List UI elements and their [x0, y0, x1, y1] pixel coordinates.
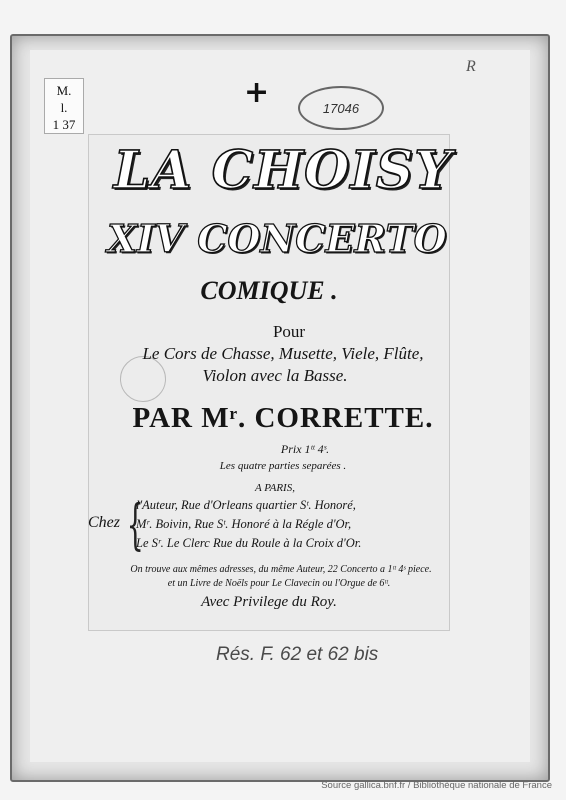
brace-symbol: { [126, 493, 144, 556]
library-stamp [298, 86, 384, 130]
shelf-mark-line1: M. [56, 83, 72, 98]
address-line-3: Le Sʳ. Le Clerc Rue du Roule à la Croix d'Or. [136, 536, 362, 550]
parts-line: Les quatre parties separées . [219, 460, 347, 472]
shelf-mark-line3: 1 37 [52, 117, 76, 132]
shelf-mark-line2: l. [60, 100, 68, 115]
price-line: Prix 1ᵗᵗ 4ˢ. [280, 442, 330, 456]
notice-line-1: On trouve aux mêmes adresses, du même Auteur, 22 Concerto a 1ᵗᵗ 4ˢ piece. [130, 564, 432, 575]
notice-line-2: et un Livre de Noëls pour Le Clavecin ou l'Orgue de 6ᵗᵗ. [167, 578, 391, 589]
title-line-3: COMIQUE . [200, 276, 338, 305]
source-credit: Source gallica.bnf.fr / Bibliothèque nationale de France [321, 780, 552, 791]
call-number: Rés. F. 62 et 62 bis [216, 644, 379, 665]
chez-label: Chez [88, 514, 120, 531]
address-line-2: Mʳ. Boivin, Rue Sᵗ. Honoré à la Régle d'Or, [136, 517, 352, 531]
author-line: PAR Mʳ. CORRETTE. [132, 402, 434, 434]
shelf-mark-label [44, 78, 84, 134]
cross-mark: + [244, 75, 270, 110]
instruments-line-1: Le Cors de Chasse, Musette, Viele, Flûte, [142, 344, 424, 363]
stamp-number: 17046 [322, 100, 360, 116]
title-line-2: XIV CONCERTO [107, 216, 447, 261]
pour-text: Pour [272, 322, 306, 341]
corner-mark: R [466, 58, 476, 75]
privilege-line: Avec Privilege du Roy. [201, 594, 337, 610]
place-line: A PARIS, [255, 482, 295, 494]
address-line-1: l'Auteur, Rue d'Orleans quartier Sᵗ. Honoré, [136, 498, 356, 512]
publisher-addresses [88, 493, 448, 556]
instruments-line-2: Violon avec la Basse. [202, 366, 348, 385]
title-line-1: LA CHOISY [113, 140, 453, 201]
